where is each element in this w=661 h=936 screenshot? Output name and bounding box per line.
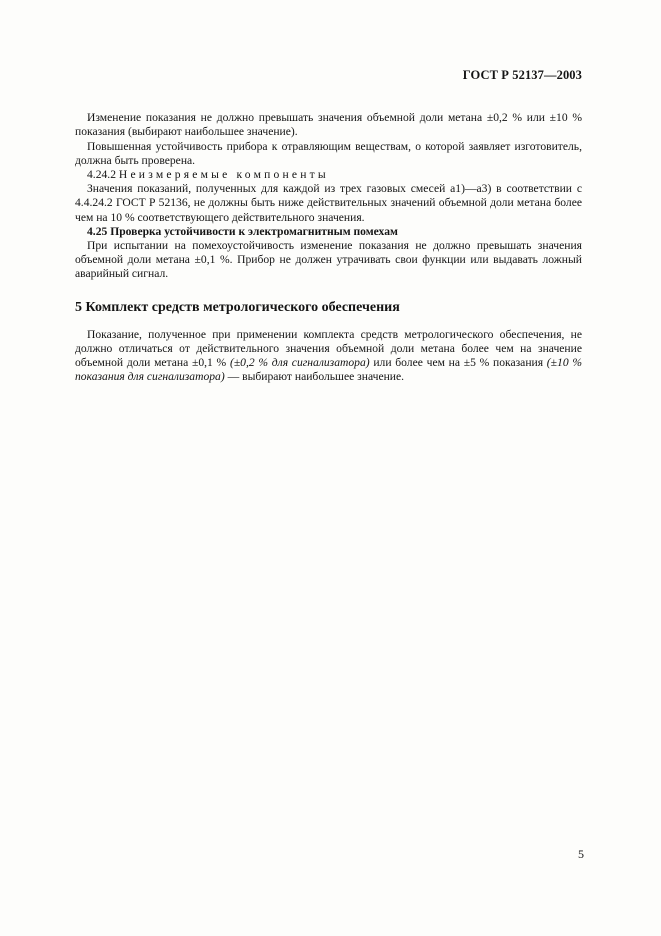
section-title: 5 Комплект средств метрологического обеспечения <box>75 299 400 315</box>
paragraph-poison-resistance-text: Повышенная устойчивость прибора к отравляющим веществам, о которой заявляет изготовитель, должна быть проверена. <box>75 139 582 167</box>
paragraph-metrology <box>75 328 582 385</box>
subsection-4-24-2 <box>75 168 582 182</box>
subsection-title: Проверка устойчивости к электромагнитным помехам <box>110 224 398 238</box>
subsection-title: Неизмеряемые компоненты <box>118 168 329 182</box>
subsection-4-25 <box>75 225 582 239</box>
paragraph-emi-text: При испытании на помехоустойчивость изменение показания не должно превышать значения объемной доли метана ±0,1 %. Прибор не должен утрачивать свои функции или выдавать ложный аварийный сигнал. <box>75 239 582 281</box>
metrology-text-italic-2: (±10 % показания для сигнализатора) <box>75 356 582 384</box>
metrology-text-a: Показание, полученное при применении комплекта средств метрологического обеспечения, не должно отличаться от действительного значения объемной доли метана более чем на значение объемной доли метана ±0,1 % <box>75 327 582 370</box>
page-number: 5 <box>578 847 584 861</box>
metrology-text-italic-1: (±0,2 % для сигнализатора) <box>229 356 370 370</box>
document-body <box>75 97 582 384</box>
paragraph-reading-change-text: Изменение показания не должно превышать значения объемной доли метана ±0,2 % или ±10 % показания (выбирают наибольшее значение). <box>75 111 582 139</box>
metrology-text-c: — выбирают наибольшее значение. <box>224 370 405 384</box>
metrology-text-b: или более чем на ±5 % показания <box>369 356 547 370</box>
paragraph-poison-resistance <box>75 140 582 168</box>
paragraph-reading-change <box>75 97 582 140</box>
paragraph-emi <box>75 239 582 282</box>
paragraph-non-measured-text: Значения показаний, полученных для каждой из трех газовых смесей а1)—а3) в соответствии с 4.4.24.2 ГОСТ Р 52136, не должны быть ниже действительных значений объемной доли метана более чем на 10 % соответствующего действительного значения. <box>75 182 582 224</box>
subsection-number: 4.25 <box>87 224 108 238</box>
document-header: ГОСТ Р 52137—2003 <box>462 68 582 82</box>
paragraph-non-measured <box>75 182 582 225</box>
subsection-number: 4.24.2 <box>87 168 116 182</box>
